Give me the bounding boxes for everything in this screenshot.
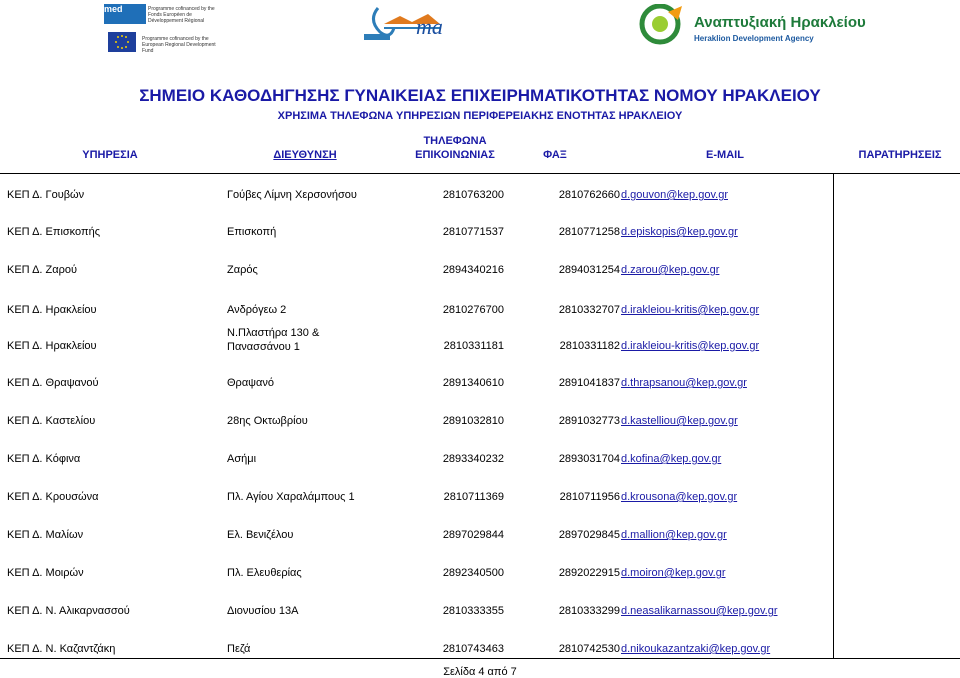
cell-fax: 2810331182 (559, 340, 620, 352)
had-emblem-icon (638, 4, 688, 50)
cell-email-link[interactable]: d.irakleiou-kritis@kep.gov.gr (621, 340, 760, 352)
cell-email-link[interactable]: d.gouvon@kep.gov.gr (621, 189, 728, 201)
table-bottom-border (0, 658, 960, 659)
cell-phone: 2810333355 (442, 605, 504, 617)
page-subtitle: ΧΡΗΣΙΜΑ ΤΗΛΕΦΩΝΑ ΥΠΗΡΕΣΙΩΝ ΠΕΡΙΦΕΡΕΙΑΚΗΣ ΕΝΟΤΗΤΑΣ ΗΡΑΚΛΕΙΟΥ (277, 110, 683, 122)
cell-email-link[interactable]: d.nikoukazantzaki@kep.gov.gr (621, 643, 771, 655)
cell-service: ΚΕΠ Δ. Ηρακλείου (7, 304, 97, 316)
cell-fax: 2810711956 (559, 491, 620, 503)
cell-service: ΚΕΠ Δ. Ν. Καζαντζάκη (7, 643, 116, 655)
column-header-phone-line2: ΕΠΙΚΟΙΝΩΝΙΑΣ (415, 149, 495, 161)
cell-address: Ανδρόγεω 2 (227, 304, 287, 316)
emea-logo (360, 2, 450, 54)
page-number: Σελίδα 4 από 7 (443, 666, 517, 678)
cell-email-link[interactable]: d.mallion@kep.gov.gr (621, 529, 727, 541)
column-header-email: E-MAIL (706, 149, 744, 161)
cell-address: Πλ. Ελευθερίας (227, 567, 302, 579)
med-programme-logo (104, 4, 222, 58)
cell-address: 28ης Οκτωβρίου (227, 415, 308, 427)
column-header-address-label: ΔΙΕΥΘΥΝΣΗ (273, 149, 337, 161)
eu-flag-icon (108, 32, 136, 52)
cell-service: ΚΕΠ Δ. Ηρακλείου (7, 340, 97, 352)
cell-address: Ασήμι (227, 453, 257, 465)
cell-email-link[interactable]: d.neasalikarnassou@kep.gov.gr (621, 605, 778, 617)
cell-fax: 2810333299 (558, 605, 620, 617)
cell-phone: 2897029844 (442, 529, 504, 541)
cell-fax: 2810332707 (558, 304, 620, 316)
cell-email-link[interactable]: d.kofina@kep.gov.gr (621, 453, 722, 465)
cell-email-link[interactable]: d.moiron@kep.gov.gr (621, 567, 726, 579)
cell-email-link[interactable]: d.thrapsanou@kep.gov.gr (621, 377, 747, 389)
cell-phone: 2810763200 (442, 189, 504, 201)
cell-fax: 2897029845 (558, 529, 620, 541)
emea-wordmark: ma (416, 14, 443, 39)
cell-phone: 2891340610 (442, 377, 504, 389)
cell-email-link[interactable]: d.krousona@kep.gov.gr (621, 491, 738, 503)
cell-fax: 2891032773 (558, 415, 620, 427)
column-header-address (245, 149, 365, 161)
cell-service: ΚΕΠ Δ. Ζαρού (7, 264, 77, 276)
column-header-service: ΥΠΗΡΕΣΙΑ (82, 149, 138, 161)
cell-fax: 2891041837 (558, 377, 620, 389)
cell-service: ΚΕΠ Δ. Γουβών (7, 189, 85, 201)
cell-address (227, 326, 319, 354)
cell-fax: 2810762660 (558, 189, 620, 201)
cell-phone: 2893340232 (442, 453, 504, 465)
had-name: Αναπτυξιακή Ηρακλείου (694, 14, 866, 31)
cell-address: Πλ. Αγίου Χαραλάμπους 1 (227, 491, 355, 503)
cell-address: Ελ. Βενιζέλου (227, 529, 294, 541)
med-text-2: Programme cofinanced by the European Regional Development Fund (142, 36, 216, 54)
med-text-1: Programme cofinanced by the Fonds Européen de Développement Régional (148, 6, 215, 24)
cell-service: ΚΕΠ Δ. Θραψανού (7, 377, 99, 389)
cell-address: Πεζά (227, 643, 251, 655)
page-title: ΣΗΜΕΙΟ ΚΑΘΟΔΗΓΗΣΗΣ ΓΥΝΑΙΚΕΙΑΣ ΕΠΙΧΕΙΡΗΜΑΤΙΚΟΤΗΤΑΣ ΝΟΜΟΥ ΗΡΑΚΛΕΙΟΥ (139, 86, 821, 105)
column-header-fax: ΦΑΞ (543, 149, 567, 161)
cell-service: ΚΕΠ Δ. Καστελίου (7, 415, 96, 427)
column-header-notes: ΠΑΡΑΤΗΡΗΣΕΙΣ (858, 149, 942, 161)
cell-phone: 2810771537 (442, 226, 504, 238)
cell-phone: 2810276700 (442, 304, 504, 316)
cell-phone: 2810331181 (443, 340, 504, 352)
had-english: Heraklion Development Agency (694, 34, 814, 43)
cell-service: ΚΕΠ Δ. Ν. Αλικαρνασσού (7, 605, 130, 617)
cell-service: ΚΕΠ Δ. Μοιρών (7, 567, 84, 579)
cell-email-link[interactable]: d.zarou@kep.gov.gr (621, 264, 720, 276)
column-header-phone-line1: ΤΗΛΕΦΩΝΑ (423, 135, 487, 147)
cell-service: ΚΕΠ Δ. Μαλίων (7, 529, 84, 541)
cell-address: Διονυσίου 13Α (227, 605, 299, 617)
cell-address: Επισκοπή (227, 226, 277, 238)
cell-address-line2: Πανασσάνου 1 (227, 341, 300, 353)
cell-phone: 2894340216 (442, 264, 504, 276)
cell-phone: 2810743463 (442, 643, 504, 655)
cell-fax: 2810742530 (558, 643, 620, 655)
cell-phone: 2891032810 (442, 415, 504, 427)
cell-email-link[interactable]: d.irakleiou-kritis@kep.gov.gr (621, 304, 760, 316)
table-top-border (0, 173, 960, 174)
med-badge: med (104, 4, 146, 24)
cell-address: Γούβες Λίμνη Χερσονήσου (227, 189, 357, 201)
cell-service: ΚΕΠ Δ. Κόφινα (7, 453, 81, 465)
cell-fax: 2892022915 (558, 567, 620, 579)
cell-fax: 2894031254 (558, 264, 620, 276)
cell-phone: 2810711369 (443, 491, 504, 503)
cell-address: Ζαρός (227, 264, 258, 276)
cell-email-link[interactable]: d.episkopis@kep.gov.gr (621, 226, 738, 238)
cell-fax: 2893031704 (558, 453, 620, 465)
cell-fax: 2810771258 (558, 226, 620, 238)
logo-bar (0, 0, 960, 80)
notes-column-divider (833, 173, 834, 659)
cell-phone: 2892340500 (442, 567, 504, 579)
heraklion-development-agency-logo (638, 4, 866, 52)
cell-email-link[interactable]: d.kastelliou@kep.gov.gr (621, 415, 738, 427)
column-header-phone (390, 134, 520, 162)
cell-address-line1: Ν.Πλαστήρα 130 & (227, 327, 320, 339)
cell-service: ΚΕΠ Δ. Κρουσώνα (7, 491, 99, 503)
cell-service: ΚΕΠ Δ. Επισκοπής (7, 226, 101, 238)
cell-address: Θραψανό (227, 377, 274, 389)
